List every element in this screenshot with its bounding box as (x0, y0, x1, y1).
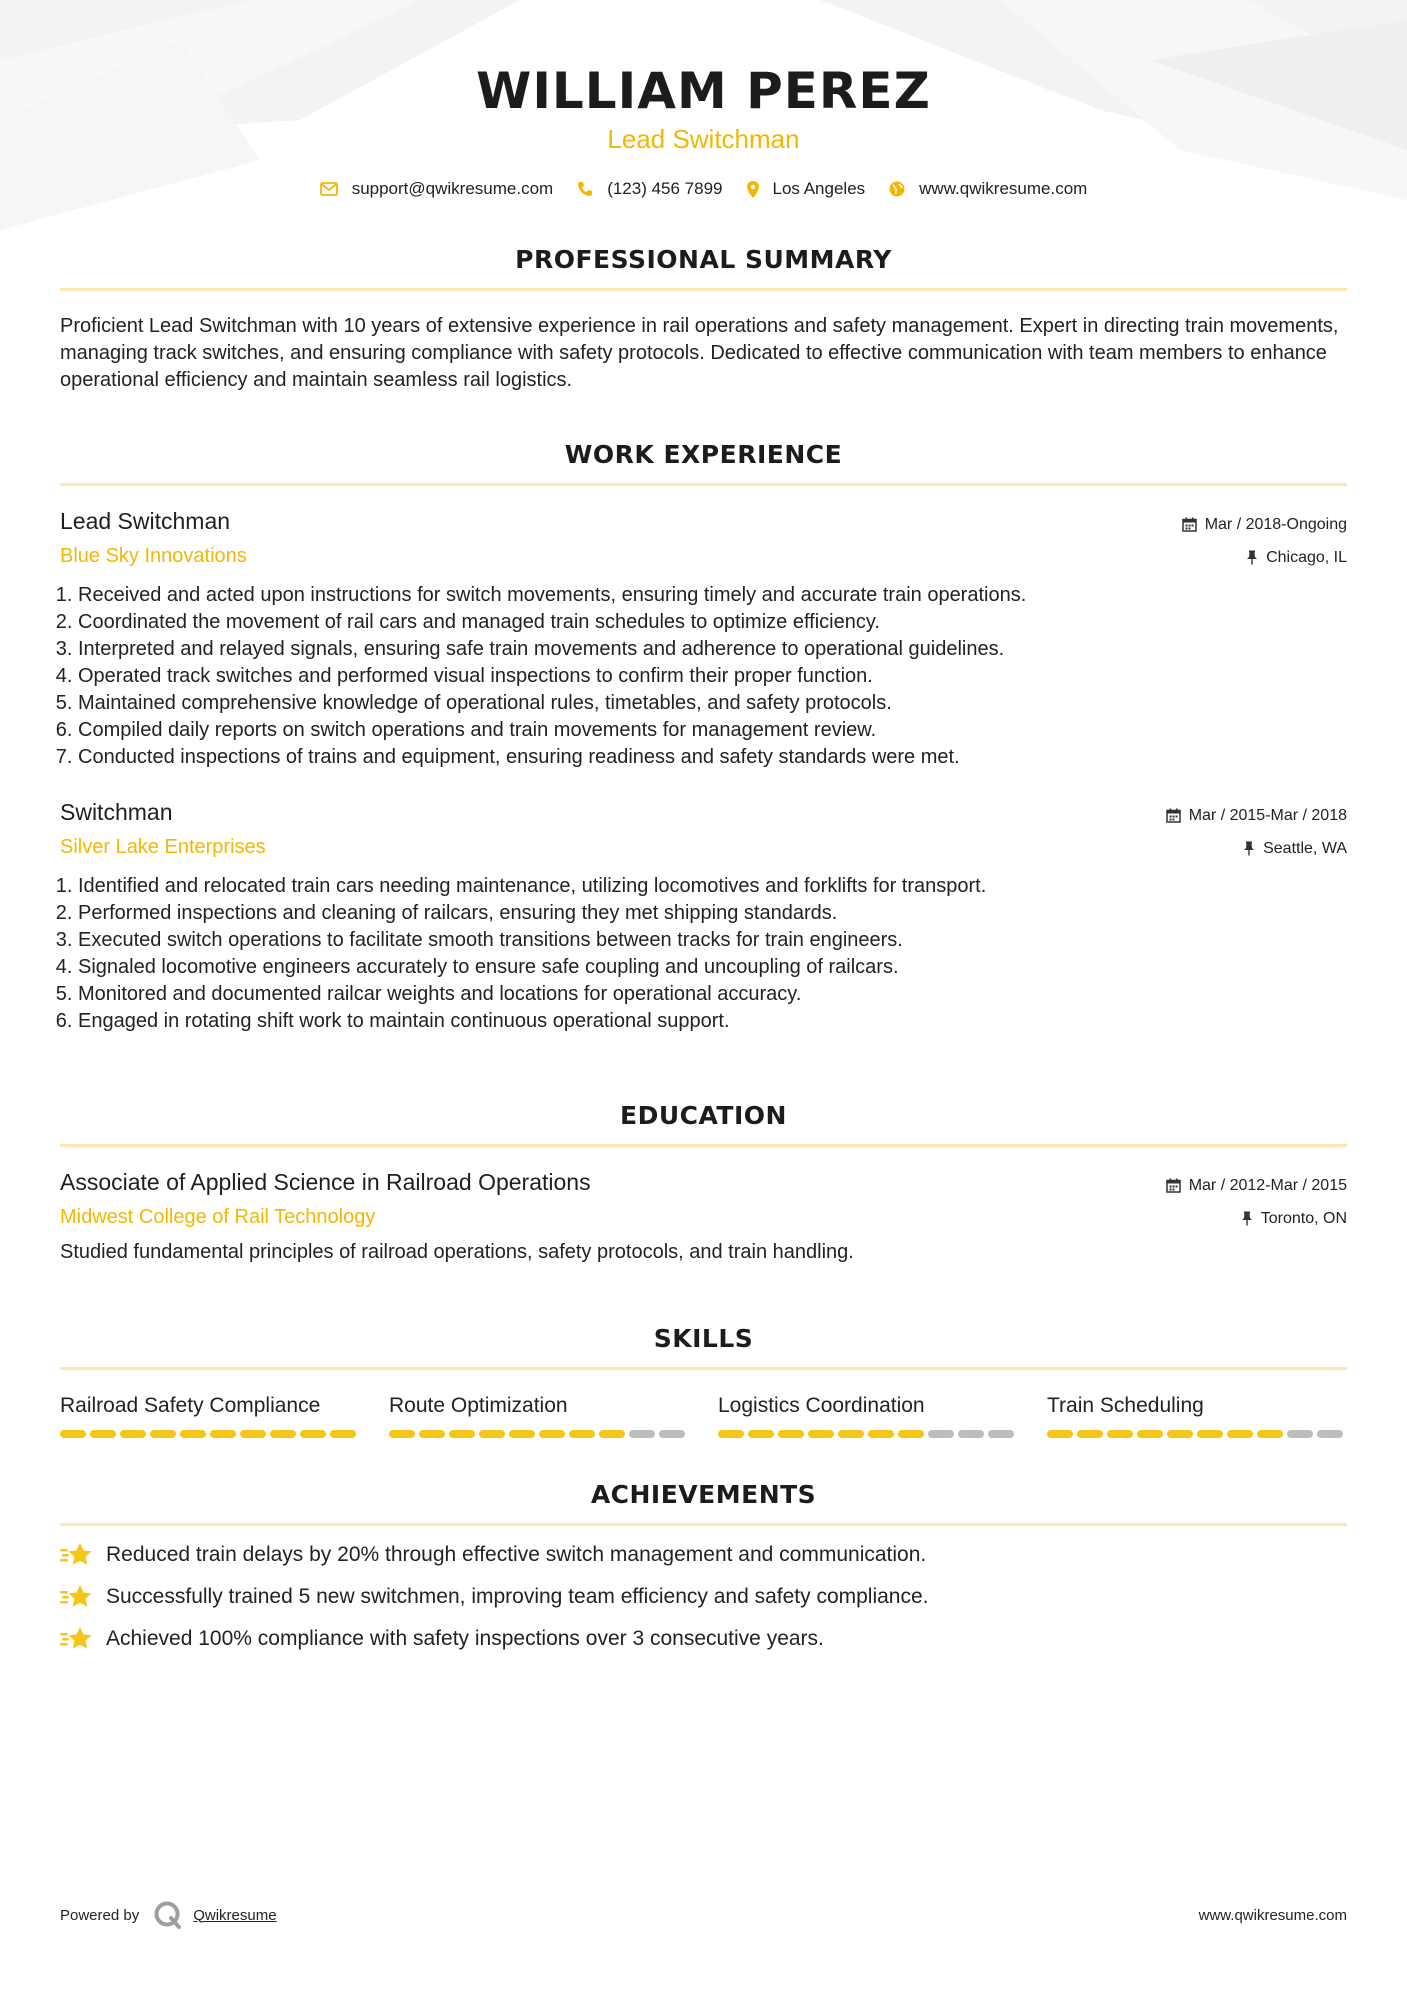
list-item: 5. Maintained comprehensive knowledge of operational rules, timetables, and safety protocols. (78, 690, 1347, 717)
list-item: 2. Performed inspections and cleaning of railcars, ensuring they met shipping standards. (78, 900, 1347, 927)
job-location-text: Chicago, IL (1266, 548, 1347, 566)
contact-website[interactable] (889, 179, 1087, 199)
skill-dot-filled (1227, 1430, 1253, 1438)
list-item: 4. Signaled locomotive engineers accurately to ensure safe coupling and uncoupling of railcars. (78, 954, 1347, 981)
skill-dot-filled (1197, 1430, 1223, 1438)
skill-dot-filled (449, 1430, 475, 1438)
job-dates-text: Mar / 2018-Ongoing (1204, 515, 1347, 533)
job-location (1166, 832, 1347, 865)
contact-phone[interactable] (577, 179, 722, 199)
section-title-education: EDUCATION (620, 1101, 787, 1130)
job-location-text: Seattle, WA (1263, 839, 1347, 857)
education-dates-text: Mar / 2012-Mar / 2015 (1188, 1176, 1347, 1194)
education-location-text: Toronto, ON (1260, 1209, 1347, 1227)
skill-dot-filled (120, 1430, 146, 1438)
education-section (60, 1101, 1347, 1266)
job-duties (60, 873, 1347, 1035)
skill-dot-empty (928, 1430, 954, 1438)
company-name: Blue Sky Innovations (60, 545, 247, 567)
skill-item (389, 1394, 689, 1438)
skill-dot-filled (898, 1430, 924, 1438)
contact-bar (60, 179, 1347, 199)
company-name: Silver Lake Enterprises (60, 836, 266, 858)
skill-dot-filled (838, 1430, 864, 1438)
list-item: 4. Operated track switches and performed visual inspections to confirm their proper function. (78, 663, 1347, 690)
skill-item (60, 1394, 360, 1438)
job-entry (60, 799, 1347, 1035)
summary-section (60, 245, 1347, 394)
achievement-text: Successfully trained 5 new switchmen, improving team efficiency and safety compliance. (106, 1585, 929, 1608)
footer (60, 1900, 1347, 1930)
pin-icon (1243, 841, 1255, 856)
skills-list (60, 1394, 1347, 1438)
section-title-summary: PROFESSIONAL SUMMARY (515, 245, 892, 274)
skill-dot-filled (1257, 1430, 1283, 1438)
qwikresume-logo-icon (153, 1900, 183, 1930)
skill-rating (718, 1430, 1018, 1438)
list-item: 5. Monitored and documented railcar weights and locations for operational accuracy. (78, 981, 1347, 1008)
brand-link[interactable]: Qwikresume (193, 1906, 277, 1924)
job-entry (60, 508, 1347, 771)
skills-section (60, 1324, 1347, 1438)
education-location (1166, 1202, 1347, 1235)
contact-location[interactable] (747, 179, 866, 199)
skill-dot-filled (718, 1430, 744, 1438)
skill-name: Route Optimization (389, 1394, 568, 1417)
skill-dot-filled (479, 1430, 505, 1438)
skill-name: Train Scheduling (1047, 1394, 1204, 1417)
job-dates-text: Mar / 2015-Mar / 2018 (1188, 806, 1347, 824)
skill-item (718, 1394, 1018, 1438)
skill-item (1047, 1394, 1347, 1438)
degree-title: Associate of Applied Science in Railroad Operations (60, 1169, 591, 1195)
contact-website-text: www.qwikresume.com (919, 179, 1088, 198)
skill-dot-filled (330, 1430, 356, 1438)
star-icon (60, 1584, 92, 1610)
skill-dot-filled (419, 1430, 445, 1438)
calendar-icon (1182, 517, 1197, 532)
summary-text: Proficient Lead Switchman with 10 years of extensive experience in rail operations and safety management. Expert in directing train movements, managing track switches, and ensuring compliance with safety protocols. Dedicated to effective communication with team members to enhance operational efficiency and maintain seamless rail logistics. (60, 315, 1339, 391)
resume-header (60, 0, 1347, 199)
skill-dot-filled (240, 1430, 266, 1438)
skill-dot-empty (1287, 1430, 1313, 1438)
skill-rating (1047, 1430, 1347, 1438)
section-title-experience: WORK EXPERIENCE (564, 440, 843, 469)
skill-dot-filled (60, 1430, 86, 1438)
skill-dot-filled (1077, 1430, 1103, 1438)
achievement-text: Reduced train delays by 20% through effective switch management and communication. (106, 1543, 927, 1566)
calendar-icon (1166, 1178, 1181, 1193)
skill-dot-filled (1107, 1430, 1133, 1438)
powered-by (60, 1900, 277, 1930)
skill-dot-empty (659, 1430, 685, 1438)
skill-dot-filled (90, 1430, 116, 1438)
skill-dot-filled (748, 1430, 774, 1438)
calendar-icon (1166, 808, 1181, 823)
skill-dot-filled (180, 1430, 206, 1438)
skill-dot-filled (868, 1430, 894, 1438)
skill-dot-empty (629, 1430, 655, 1438)
star-icon (60, 1542, 92, 1568)
star-icon (60, 1626, 92, 1652)
skill-dot-filled (509, 1430, 535, 1438)
list-item: 3. Executed switch operations to facilitate smooth transitions between tracks for train engineers. (78, 927, 1347, 954)
skill-dot-filled (778, 1430, 804, 1438)
job-title: Lead Switchman (60, 508, 231, 534)
list-item: 7. Conducted inspections of trains and equipment, ensuring readiness and safety standards were met. (78, 744, 1347, 771)
skill-dot-filled (389, 1430, 415, 1438)
section-title-skills: SKILLS (653, 1324, 754, 1353)
phone-icon (577, 181, 593, 197)
education-dates (1166, 1169, 1347, 1202)
contact-email[interactable] (320, 179, 554, 199)
section-divider (60, 1144, 1347, 1147)
skill-dot-empty (1317, 1430, 1343, 1438)
section-divider (60, 483, 1347, 486)
list-item: 1. Identified and relocated train cars needing maintenance, utilizing locomotives and forklifts for transport. (78, 873, 1347, 900)
job-duties (60, 582, 1347, 771)
experience-section (60, 440, 1347, 1035)
location-icon (747, 181, 759, 198)
skill-dot-filled (539, 1430, 565, 1438)
skill-dot-filled (300, 1430, 326, 1438)
list-item: 2. Coordinated the movement of rail cars and managed train schedules to optimize efficiency. (78, 609, 1347, 636)
skill-dot-filled (1047, 1430, 1073, 1438)
skill-dot-filled (210, 1430, 236, 1438)
achievement-item (60, 1626, 1347, 1652)
skill-dot-filled (569, 1430, 595, 1438)
section-divider (60, 1523, 1347, 1526)
job-title: Switchman (60, 799, 173, 825)
achievement-item (60, 1584, 1347, 1610)
achievement-text: Achieved 100% compliance with safety inspections over 3 consecutive years. (106, 1627, 824, 1650)
contact-location-text: Los Angeles (772, 179, 866, 198)
list-item: 1. Received and acted upon instructions for switch movements, ensuring timely and accurate train operations. (78, 582, 1347, 609)
skill-dot-filled (1137, 1430, 1163, 1438)
section-divider (60, 288, 1347, 291)
section-divider (60, 1367, 1347, 1370)
skill-dot-empty (958, 1430, 984, 1438)
candidate-role: Lead Switchman (607, 124, 800, 154)
section-title-achievements: ACHIEVEMENTS (590, 1480, 817, 1509)
contact-phone-text: (123) 456 7899 (607, 179, 723, 198)
skill-rating (389, 1430, 689, 1438)
list-item: 6. Engaged in rotating shift work to maintain continuous operational support. (78, 1008, 1347, 1035)
skill-dot-filled (150, 1430, 176, 1438)
skill-name: Logistics Coordination (718, 1394, 925, 1417)
candidate-name: WILLIAM PEREZ (476, 62, 931, 120)
skill-dot-filled (270, 1430, 296, 1438)
skill-rating (60, 1430, 360, 1438)
email-icon (320, 182, 338, 196)
footer-url[interactable]: www.qwikresume.com (1198, 1906, 1347, 1924)
skill-dot-filled (808, 1430, 834, 1438)
skill-dot-filled (1167, 1430, 1193, 1438)
list-item: 6. Compiled daily reports on switch operations and train movements for management review. (78, 717, 1347, 744)
skill-name: Railroad Safety Compliance (60, 1394, 321, 1417)
job-location (1182, 541, 1347, 574)
list-item: 3. Interpreted and relayed signals, ensuring safe train movements and adherence to operational guidelines. (78, 636, 1347, 663)
education-description: Studied fundamental principles of railroad operations, safety protocols, and train handling. (60, 1241, 854, 1263)
skill-dot-filled (599, 1430, 625, 1438)
powered-by-label: Powered by (60, 1906, 140, 1924)
skill-dot-empty (988, 1430, 1014, 1438)
pin-icon (1241, 1211, 1253, 1226)
achievement-item (60, 1542, 1347, 1568)
globe-icon (889, 181, 905, 197)
contact-email-text: support@qwikresume.com (351, 179, 554, 198)
pin-icon (1246, 550, 1258, 565)
achievements-section (60, 1480, 1347, 1652)
job-dates (1166, 799, 1347, 832)
school-name: Midwest College of Rail Technology (60, 1206, 376, 1228)
job-dates (1182, 508, 1347, 541)
